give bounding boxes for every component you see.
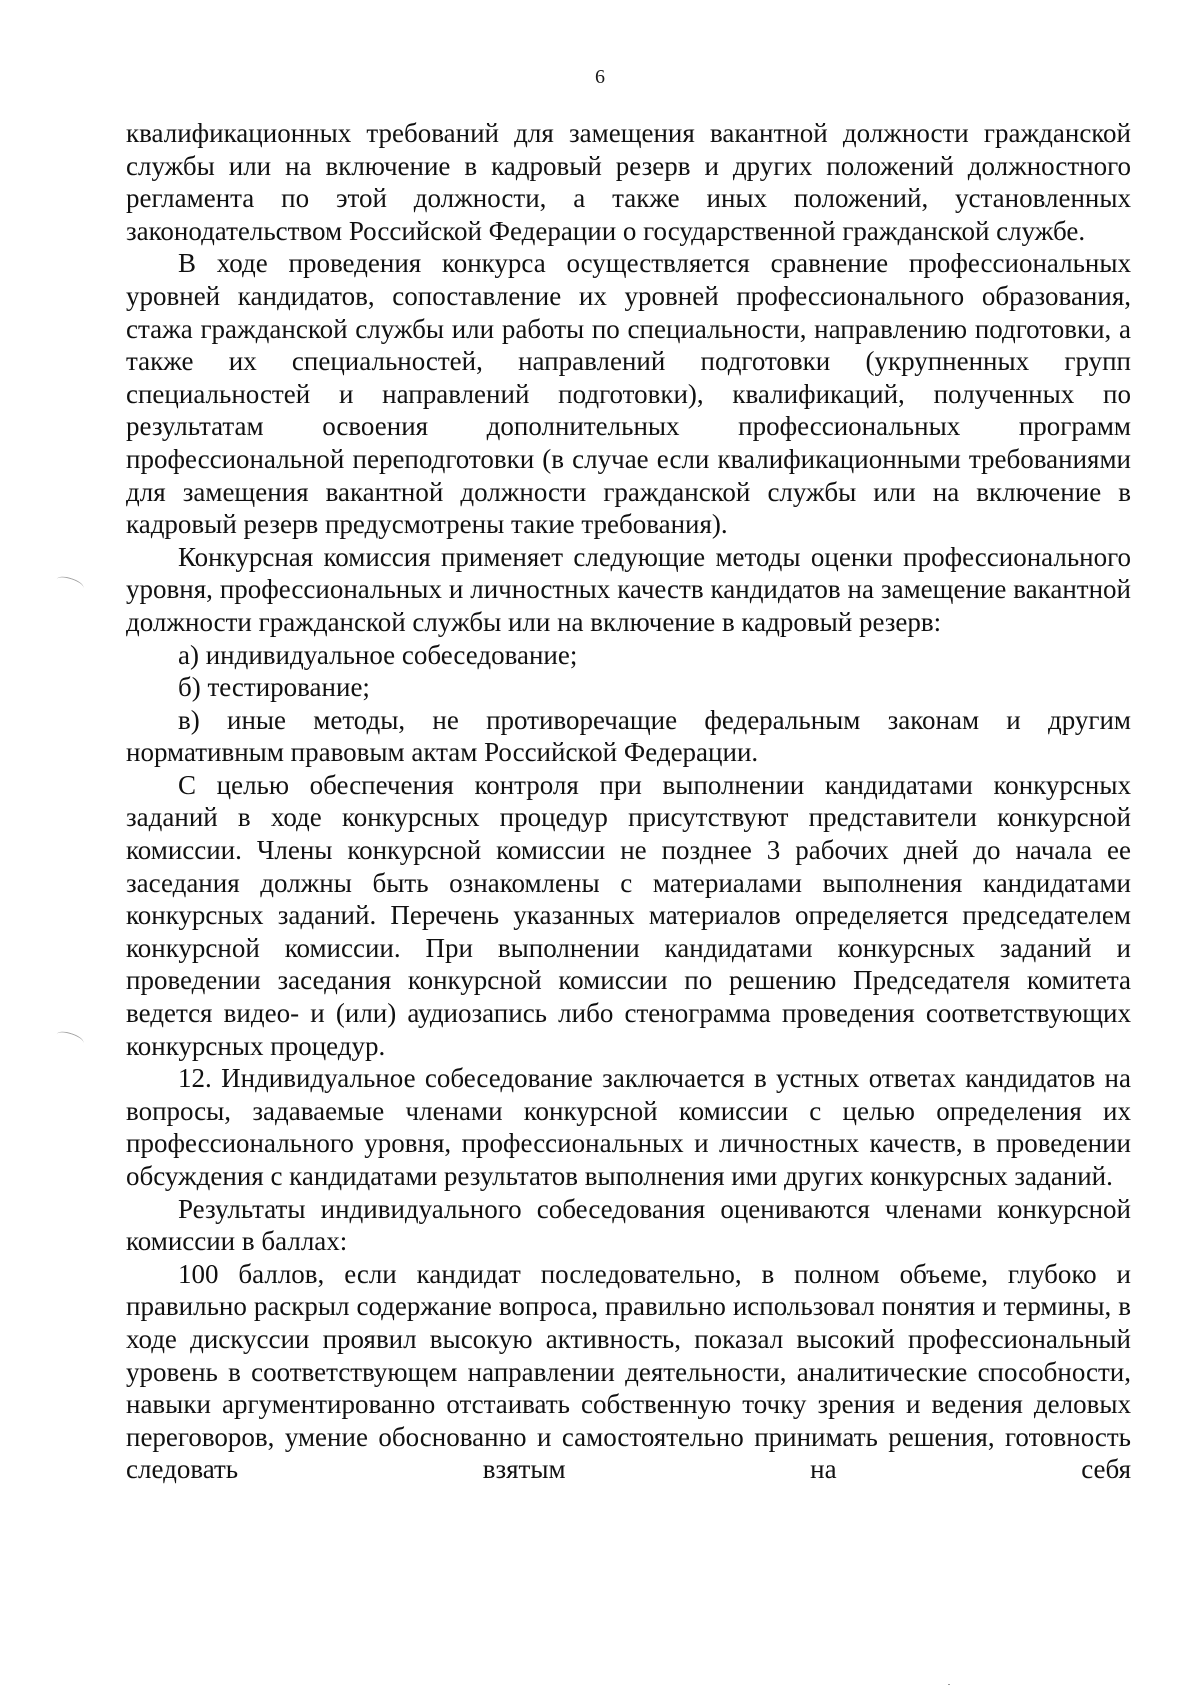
paragraph-control-procedures: С целью обеспечения контроля при выполнении кандидатами конкурсных заданий в ходе конкурсных процедур присутствуют представители конкурсной комиссии. Члены конкурсной комиссии не позднее 3 рабочих дней до начала ее заседания должны быть ознакомлены с материалами выполнения кандидатами конкурсных заданий. Перечень указанных материалов определяется председателем конкурсной комиссии. При выполнении кандидатами конкурсных заданий и проведении заседания конкурсной комиссии по решению Председателя комитета ведется видео- и (или) аудиозапись либо стенограмма проведения соответствующих конкурсных процедур.	[126, 769, 1131, 1061]
page-number: 6	[595, 66, 605, 88]
list-item-testing: б) тестирование;	[178, 672, 370, 703]
paragraph-individual-interview: 12. Индивидуальное собеседование заключается в устных ответах кандидатов на вопросы, задаваемые членами конкурсной комиссии с целью определения их профессионального уровня, профессиональных и личностных качеств, в проведении обсуждения с кандидатами результатов выполнения ими других конкурсных заданий.	[126, 1063, 1131, 1191]
document-body	[126, 117, 1131, 1486]
scan-mark	[55, 574, 85, 593]
scan-speck	[948, 1684, 950, 1685]
paragraph-assessment-methods: Конкурсная комиссия применяет следующие методы оценки профессионального уровня, профессиональных и личностных качеств кандидатов на замещение вакантной должности гражданской службы или на включение в кадровый резерв:	[126, 541, 1131, 637]
paragraph-competition-comparison: В ходе проведения конкурса осуществляется сравнение профессиональных уровней кандидатов, сопоставление их уровней профессионального образования, стажа гражданской службы или работы по специальности, направлению подготовки, а также их специальностей, направлений подготовки (укрупненных групп специальностей и направлений подготовки), квалификаций, полученных по результатам освоения дополнительных профессиональных программ профессиональной переподготовки (в случае если квалификационными требованиями для замещения вакантной должности гражданской службы или на включение в кадровый резерв предусмотрены такие требования).	[126, 248, 1131, 540]
paragraph-100-points: 100 баллов, если кандидат последовательно, в полном объеме, глубоко и правильно раскрыл содержание вопроса, правильно использовал понятия и термины, в ходе дискуссии проявил высокую активность, показал высокий профессиональный уровень в соответствующем направлении деятельности, аналитические способности, навыки аргументированно отстаивать собственную точку зрения и ведения деловых переговоров, умение обоснованно и самостоятельно принимать решения, готовность следовать взятым на себя	[126, 1258, 1131, 1485]
paragraph-interview-scoring: Результаты индивидуального собеседования оцениваются членами конкурсной комиссии в баллах:	[126, 1193, 1131, 1257]
list-item-interview: а) индивидуальное собеседование;	[178, 639, 578, 670]
scan-mark	[55, 1029, 85, 1048]
paragraph-qualification-continuation: квалификационных требований для замещения вакантной должности гражданской службы или на включение в кадровый резерв и других положений должностного регламента по этой должности, а также иных положений, установленных законодательством Российской Федерации о государственной гражданской службе.	[126, 118, 1131, 246]
list-item-other-methods: в) иные методы, не противоречащие федеральным законам и другим нормативным правовым актам Российской Федерации.	[126, 704, 1131, 768]
